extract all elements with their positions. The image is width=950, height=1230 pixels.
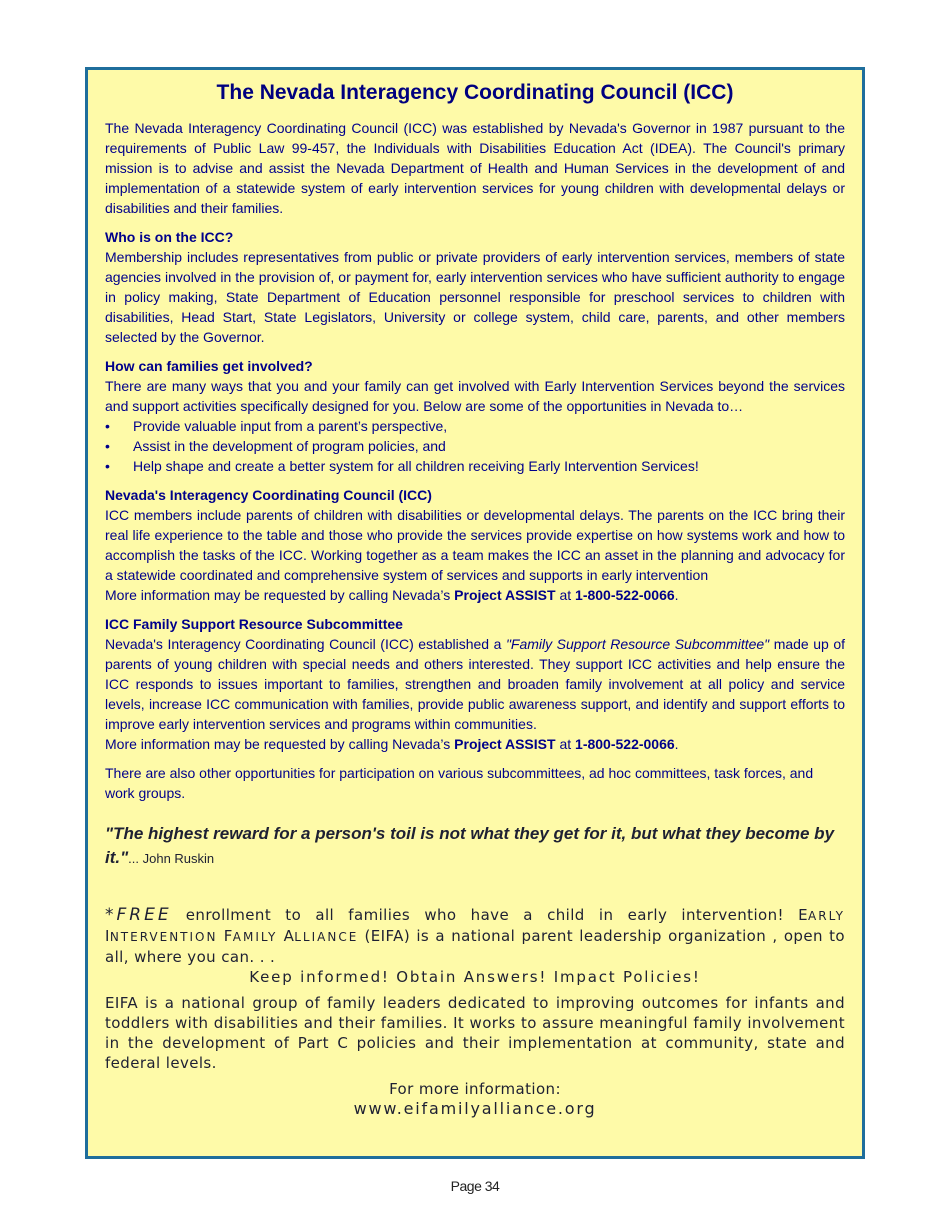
contact-line: More information may be requested by calling Nevada’s Project ASSIST at 1-800-522-0066. bbox=[105, 587, 679, 603]
families-heading: How can families get involved? bbox=[105, 358, 313, 374]
more-info-label: For more information: bbox=[389, 1080, 561, 1098]
eifa-enrollment: *FREE enrollment to all families who have a child in early intervention! EARLY INTERVENTION FAMILY ALLIANCE (EIFA) is a national parent leadership organization , open to all, where you can. . . bbox=[105, 905, 845, 966]
eifa-tagline: Keep informed! Obtain Answers! Impact Policies! bbox=[249, 968, 701, 986]
contact-line: More information may be requested by calling Nevada’s Project ASSIST at 1-800-522-0066. bbox=[105, 736, 679, 752]
bullet-icon: • bbox=[105, 438, 110, 454]
phone-number: 1-800-522-0066 bbox=[575, 736, 675, 752]
free-label: *FREE bbox=[105, 905, 172, 925]
bullet-icon: • bbox=[105, 458, 110, 474]
list-item: • Help shape and create a better system for all children receiving Early Intervention Services! bbox=[105, 458, 699, 474]
eifa-website-link[interactable]: www.eifamilyalliance.org bbox=[353, 1099, 597, 1118]
intro-paragraph: The Nevada Interagency Coordinating Council (ICC) was established by Nevada's Governor in 1987 pursuant to the requirements of Public Law 99-457, the Individuals with Disabilities Education Act (IDEA). The Council's primary mission is to advise and assist the Nevada Department of Health and Human Services in the development of and implementation of a statewide system of early intervention services for young children with developmental delays or disabilities and their families. bbox=[105, 120, 845, 216]
icc-info-box bbox=[85, 67, 865, 1159]
list-item: • Provide valuable input from a parent’s perspective, bbox=[105, 418, 448, 434]
ruskin-quote: "The highest reward for a person's toil is not what they get for it, but what they become by it."... John Ruskin bbox=[105, 824, 835, 867]
other-opportunities: There are also other opportunities for participation on various subcommittees, ad hoc committees, task forces, and work groups. bbox=[105, 765, 814, 801]
icc-paragraph: ICC members include parents of children with disabilities or developmental delays. The parents on the ICC bring their real life experience to the table and those who provide the services provide expertise on how systems work and how to accomplish the tasks of the ICC. Working together as a team makes the ICC an asset in the planning and advocacy for a statewide coordinated and comprehensive system of services and supports in early intervention bbox=[105, 507, 845, 583]
subcommittee-name: "Family Support Resource Subcommittee" bbox=[505, 636, 770, 652]
families-paragraph: There are many ways that you and your family can get involved with Early Intervention Services beyond the services and support activities specifically designed for you. Below are some of the opportunities in Nevada to… bbox=[105, 378, 845, 414]
who-heading: Who is on the ICC? bbox=[105, 229, 234, 245]
subcommittee-paragraph: Nevada's Interagency Coordinating Council (ICC) established a "Family Support Resource Subcommittee" made up of parents of young children with special needs and others interested. They support ICC activities and help ensure the ICC responds to issues important to families, strengthen and broaden family involvement at all policy and service levels, increase ICC communication with families, provide public awareness support, and identify and support efforts to improve early intervention services and programs within communities. bbox=[105, 636, 846, 732]
project-assist: Project ASSIST bbox=[454, 587, 556, 603]
quote-author: ... John Ruskin bbox=[128, 851, 215, 866]
list-item: • Assist in the development of program policies, and bbox=[105, 438, 446, 454]
eifa-description: EIFA is a national group of family leaders dedicated to improving outcomes for infants and toddlers with disabilities and their families. It works to assure meaningful family involvement in the development of Part C policies and their implementation at community, state and federal levels. bbox=[105, 994, 845, 1072]
bullet-icon: • bbox=[105, 418, 110, 434]
subcommittee-heading: ICC Family Support Resource Subcommittee bbox=[105, 616, 403, 632]
page-number: Page 34 bbox=[450, 1178, 500, 1194]
who-paragraph: Membership includes representatives from public or private providers of early intervention services, members of state agencies involved in the provision of, or payment for, early intervention services who have sufficient authority to engage in policy making, State Department of Education personnel responsible for preschool services to children with disabilities, Head Start, State Legislators, University or college system, child care, parents, and other members selected by the Governor. bbox=[105, 249, 845, 345]
project-assist: Project ASSIST bbox=[454, 736, 556, 752]
page-title: The Nevada Interagency Coordinating Council (ICC) bbox=[216, 81, 734, 104]
icc-heading: Nevada's Interagency Coordinating Council (ICC) bbox=[105, 487, 432, 503]
phone-number: 1-800-522-0066 bbox=[575, 587, 675, 603]
